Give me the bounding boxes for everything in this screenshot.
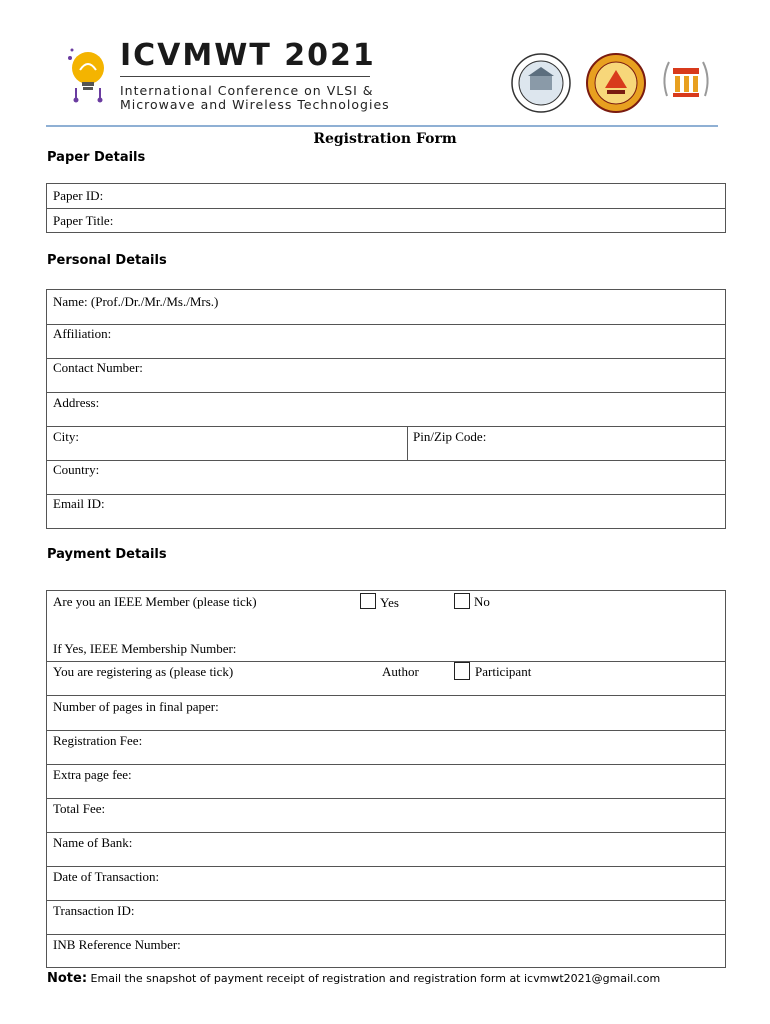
transaction-date-field[interactable]: Date of Transaction:: [53, 869, 160, 884]
header-divider: [46, 125, 718, 127]
table-row-divider: [47, 661, 725, 662]
university-seal-icon: [510, 52, 572, 114]
institute-seal-icon: [585, 52, 647, 114]
author-label: Author: [382, 664, 419, 679]
subtitle-line-1: International Conference on VLSI &: [120, 83, 374, 98]
table-row-divider: [47, 832, 725, 833]
registering-as-question: You are registering as (please tick): [53, 664, 234, 679]
contact-number-field[interactable]: Contact Number:: [53, 360, 143, 375]
form-title: Registration Form: [313, 131, 457, 147]
name-field[interactable]: Name: (Prof./Dr./Mr./Ms./Mrs.): [53, 294, 219, 309]
table-row-divider: [47, 695, 725, 696]
pages-field[interactable]: Number of pages in final paper:: [53, 699, 219, 714]
ieee-membership-number-field[interactable]: If Yes, IEEE Membership Number:: [53, 641, 237, 656]
conference-title: ICVMWT 2021: [120, 38, 376, 73]
table-row-divider: [47, 426, 725, 427]
ieee-no-checkbox[interactable]: [454, 593, 470, 609]
affiliation-field[interactable]: Affiliation:: [53, 326, 112, 341]
city-field[interactable]: City:: [53, 429, 80, 444]
table-row-divider: [47, 324, 725, 325]
pin-code-field[interactable]: Pin/Zip Code:: [413, 429, 487, 444]
email-field[interactable]: Email ID:: [53, 496, 105, 511]
subtitle-line-2: Microwave and Wireless Technologies: [120, 97, 390, 112]
payment-details-table: [46, 590, 726, 968]
ieee-yes-checkbox[interactable]: [360, 593, 376, 609]
city-pin-divider: [407, 426, 408, 460]
table-row-divider: [47, 900, 725, 901]
table-row-divider: [47, 866, 725, 867]
table-row-divider: [47, 358, 725, 359]
note-text: Email the snapshot of payment receipt of registration and registration form at icvmwt2021@gmail.com: [90, 972, 661, 985]
table-row-divider: [47, 208, 725, 209]
table-row-divider: [47, 934, 725, 935]
country-field[interactable]: Country:: [53, 462, 100, 477]
personal-details-heading: Personal Details: [47, 253, 167, 268]
table-row-divider: [47, 730, 725, 731]
table-row-divider: [47, 494, 725, 495]
total-fee-field[interactable]: Total Fee:: [53, 801, 106, 816]
paper-title-field[interactable]: Paper Title:: [53, 213, 114, 228]
paper-details-heading: Paper Details: [47, 150, 146, 165]
registration-fee-field[interactable]: Registration Fee:: [53, 733, 143, 748]
title-underline: [120, 76, 370, 77]
conference-logo-icon: [58, 44, 114, 104]
note: [47, 971, 660, 986]
participant-checkbox[interactable]: [454, 662, 470, 680]
participant-label: Participant: [475, 664, 532, 679]
personal-details-table: [46, 289, 726, 529]
transaction-id-field[interactable]: Transaction ID:: [53, 903, 135, 918]
table-row-divider: [47, 764, 725, 765]
paper-details-table: [46, 183, 726, 233]
extra-page-fee-field[interactable]: Extra page fee:: [53, 767, 132, 782]
table-row-divider: [47, 392, 725, 393]
ieee-member-question: Are you an IEEE Member (please tick): [53, 594, 257, 609]
paper-id-field[interactable]: Paper ID:: [53, 188, 104, 203]
ieee-no-label: No: [474, 594, 490, 609]
address-field[interactable]: Address:: [53, 395, 100, 410]
bank-name-field[interactable]: Name of Bank:: [53, 835, 133, 850]
emblem-logo-icon: [655, 48, 717, 118]
conference-subtitle: [120, 84, 390, 112]
table-row-divider: [47, 460, 725, 461]
note-label: Note:: [47, 971, 88, 986]
payment-details-heading: Payment Details: [47, 547, 167, 562]
ieee-yes-label: Yes: [380, 595, 399, 610]
table-row-divider: [47, 798, 725, 799]
inb-reference-field[interactable]: INB Reference Number:: [53, 937, 181, 952]
